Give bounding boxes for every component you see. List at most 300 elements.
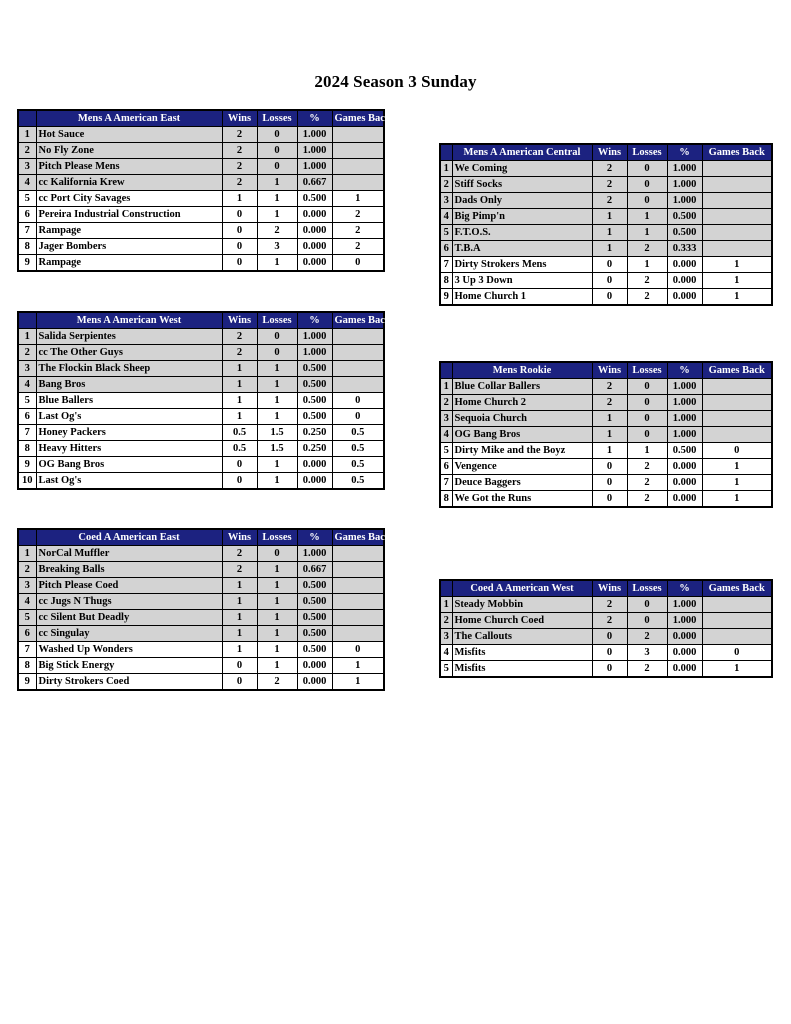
table-row [440, 395, 772, 411]
games-back-cell: 1 [332, 658, 384, 674]
games-back-cell [702, 209, 772, 225]
losses-cell: 0 [257, 546, 297, 562]
pct-cell: 0.500 [297, 594, 332, 610]
header-blank [18, 110, 36, 127]
games-back-cell: 0.5 [332, 425, 384, 441]
table-row [18, 578, 384, 594]
losses-cell: 2 [627, 661, 667, 678]
rank-cell: 6 [18, 409, 36, 425]
losses-cell: 1 [257, 393, 297, 409]
losses-cell: 1 [257, 361, 297, 377]
team-name-cell: Bang Bros [36, 377, 222, 393]
wins-cell: 0.5 [222, 425, 257, 441]
games-back-cell [702, 161, 772, 177]
rank-cell: 2 [440, 177, 452, 193]
losses-cell: 2 [627, 273, 667, 289]
pct-cell: 0.500 [297, 642, 332, 658]
pct-cell: 0.000 [297, 457, 332, 473]
team-name-cell: Pitch Please Coed [36, 578, 222, 594]
games-back-cell [332, 143, 384, 159]
team-name-cell: Dirty Strokers Coed [36, 674, 222, 691]
wins-cell: 1 [222, 191, 257, 207]
pct-cell: 1.000 [297, 329, 332, 345]
header-wins: Wins [222, 312, 257, 329]
header-losses: Losses [257, 110, 297, 127]
header-pct: % [667, 580, 702, 597]
losses-cell: 2 [627, 629, 667, 645]
team-name-cell: Washed Up Wonders [36, 642, 222, 658]
losses-cell: 3 [627, 645, 667, 661]
table-row [18, 191, 384, 207]
games-back-cell [332, 127, 384, 143]
division-name: Coed A American East [36, 529, 222, 546]
table-row [18, 473, 384, 490]
rank-cell: 2 [18, 562, 36, 578]
team-name-cell: Home Church 2 [452, 395, 592, 411]
rank-cell: 5 [440, 443, 452, 459]
rank-cell: 5 [18, 393, 36, 409]
team-name-cell: The Flockin Black Sheep [36, 361, 222, 377]
losses-cell: 1.5 [257, 425, 297, 441]
games-back-cell: 2 [332, 239, 384, 255]
team-name-cell: Pereira Industrial Construction [36, 207, 222, 223]
wins-cell: 1 [222, 642, 257, 658]
header-wins: Wins [592, 362, 627, 379]
pct-cell: 0.000 [667, 273, 702, 289]
rank-cell: 4 [18, 377, 36, 393]
standings-table-mens-rookie [439, 361, 773, 508]
pct-cell: 0.250 [297, 441, 332, 457]
table-row [18, 546, 384, 562]
team-name-cell: Rampage [36, 255, 222, 272]
wins-cell: 0 [592, 661, 627, 678]
header-wins: Wins [222, 529, 257, 546]
wins-cell: 1 [222, 578, 257, 594]
table-row [18, 255, 384, 272]
games-back-cell [702, 411, 772, 427]
table-row [18, 239, 384, 255]
games-back-cell [702, 395, 772, 411]
games-back-cell [702, 225, 772, 241]
division-name: Mens A American West [36, 312, 222, 329]
pct-cell: 0.500 [297, 393, 332, 409]
pct-cell: 1.000 [667, 395, 702, 411]
games-back-cell [332, 594, 384, 610]
table-row [440, 491, 772, 508]
team-name-cell: Blue Ballers [36, 393, 222, 409]
wins-cell: 2 [222, 345, 257, 361]
losses-cell: 1 [257, 191, 297, 207]
pct-cell: 0.000 [297, 239, 332, 255]
header-wins: Wins [592, 580, 627, 597]
pct-cell: 0.000 [297, 674, 332, 691]
standings-table-coed-a-american-west [439, 579, 773, 678]
wins-cell: 1 [222, 610, 257, 626]
table-row [440, 427, 772, 443]
rank-cell: 6 [18, 207, 36, 223]
team-name-cell: Honey Packers [36, 425, 222, 441]
pct-cell: 0.250 [297, 425, 332, 441]
losses-cell: 1 [257, 562, 297, 578]
losses-cell: 0 [627, 427, 667, 443]
wins-cell: 1 [592, 427, 627, 443]
games-back-cell [332, 610, 384, 626]
rank-cell: 1 [18, 329, 36, 345]
pct-cell: 0.500 [667, 209, 702, 225]
table-row [18, 642, 384, 658]
wins-cell: 2 [592, 395, 627, 411]
wins-cell: 0 [222, 207, 257, 223]
losses-cell: 0 [627, 379, 667, 395]
rank-cell: 6 [18, 626, 36, 642]
team-name-cell: Last Og's [36, 409, 222, 425]
losses-cell: 1 [627, 443, 667, 459]
table-row [18, 441, 384, 457]
rank-cell: 8 [440, 273, 452, 289]
wins-cell: 2 [222, 546, 257, 562]
table-row [440, 225, 772, 241]
team-name-cell: Steady Mobbin [452, 597, 592, 613]
losses-cell: 1 [627, 225, 667, 241]
wins-cell: 0 [592, 459, 627, 475]
wins-cell: 1 [222, 626, 257, 642]
rank-cell: 9 [18, 674, 36, 691]
team-name-cell: Deuce Baggers [452, 475, 592, 491]
table-row [18, 143, 384, 159]
header-blank [440, 362, 452, 379]
games-back-cell: 0.5 [332, 457, 384, 473]
header-row [18, 312, 384, 329]
team-name-cell: No Fly Zone [36, 143, 222, 159]
wins-cell: 0 [222, 658, 257, 674]
table-row [440, 597, 772, 613]
rank-cell: 9 [18, 255, 36, 272]
table-row [440, 475, 772, 491]
rank-cell: 3 [440, 411, 452, 427]
pct-cell: 0.000 [297, 255, 332, 272]
pct-cell: 0.000 [667, 629, 702, 645]
wins-cell: 1 [222, 361, 257, 377]
games-back-cell: 1 [702, 491, 772, 508]
table-row [18, 207, 384, 223]
losses-cell: 2 [257, 223, 297, 239]
table-row [18, 562, 384, 578]
wins-cell: 0 [592, 289, 627, 306]
header-blank [18, 312, 36, 329]
header-games-back: Games Back [702, 580, 772, 597]
losses-cell: 1 [257, 658, 297, 674]
games-back-cell: 0 [332, 642, 384, 658]
pct-cell: 0.000 [297, 473, 332, 490]
games-back-cell: 0 [702, 443, 772, 459]
table-row [18, 626, 384, 642]
table-row [440, 209, 772, 225]
games-back-cell [332, 578, 384, 594]
header-blank [18, 529, 36, 546]
losses-cell: 0 [627, 395, 667, 411]
losses-cell: 1 [257, 642, 297, 658]
wins-cell: 1 [592, 225, 627, 241]
header-losses: Losses [627, 362, 667, 379]
header-pct: % [297, 110, 332, 127]
wins-cell: 0 [592, 273, 627, 289]
games-back-cell [702, 379, 772, 395]
standings-table-mens-a-american-west [17, 311, 391, 490]
games-back-cell: 1 [702, 257, 772, 273]
table-row [18, 594, 384, 610]
losses-cell: 0 [627, 411, 667, 427]
header-pct: % [297, 312, 332, 329]
table-row [440, 289, 772, 306]
wins-cell: 2 [592, 161, 627, 177]
losses-cell: 1 [627, 209, 667, 225]
wins-cell: 0 [592, 491, 627, 508]
team-name-cell: cc Singulay [36, 626, 222, 642]
rank-cell: 4 [440, 209, 452, 225]
rank-cell: 3 [18, 361, 36, 377]
pct-cell: 0.333 [667, 241, 702, 257]
rank-cell: 4 [440, 427, 452, 443]
pct-cell: 0.000 [667, 645, 702, 661]
losses-cell: 0 [257, 127, 297, 143]
losses-cell: 1 [257, 457, 297, 473]
table-row [440, 193, 772, 209]
wins-cell: 1 [592, 209, 627, 225]
header-pct: % [667, 362, 702, 379]
pct-cell: 0.667 [297, 175, 332, 191]
wins-cell: 1 [592, 411, 627, 427]
wins-cell: 0 [222, 473, 257, 490]
games-back-cell: 0 [702, 645, 772, 661]
games-back-cell [332, 626, 384, 642]
pct-cell: 1.000 [667, 411, 702, 427]
team-name-cell: cc Jugs N Thugs [36, 594, 222, 610]
rank-cell: 2 [18, 345, 36, 361]
rank-cell: 6 [440, 459, 452, 475]
table-row [18, 223, 384, 239]
games-back-cell [332, 345, 384, 361]
header-pct: % [667, 144, 702, 161]
pct-cell: 1.000 [667, 597, 702, 613]
team-name-cell: Hot Sauce [36, 127, 222, 143]
pct-cell: 0.500 [667, 443, 702, 459]
losses-cell: 1 [257, 626, 297, 642]
games-back-cell: 1 [702, 273, 772, 289]
wins-cell: 2 [222, 143, 257, 159]
games-back-cell [332, 361, 384, 377]
table-row [18, 393, 384, 409]
losses-cell: 1 [257, 578, 297, 594]
team-name-cell: Stiff Socks [452, 177, 592, 193]
header-row [440, 362, 772, 379]
losses-cell: 1 [257, 255, 297, 272]
table-row [440, 241, 772, 257]
rank-cell: 1 [440, 161, 452, 177]
wins-cell: 2 [222, 562, 257, 578]
rank-cell: 4 [18, 594, 36, 610]
pct-cell: 1.000 [667, 177, 702, 193]
header-wins: Wins [222, 110, 257, 127]
pct-cell: 0.500 [667, 225, 702, 241]
wins-cell: 1 [222, 409, 257, 425]
rank-cell: 1 [440, 597, 452, 613]
pct-cell: 0.500 [297, 361, 332, 377]
standings-table-coed-a-american-east [17, 528, 391, 691]
team-name-cell: Rampage [36, 223, 222, 239]
team-name-cell: Pitch Please Mens [36, 159, 222, 175]
table-row [440, 645, 772, 661]
table-row [18, 159, 384, 175]
pct-cell: 0.000 [667, 459, 702, 475]
pct-cell: 1.000 [297, 546, 332, 562]
rank-cell: 5 [440, 225, 452, 241]
pct-cell: 1.000 [667, 161, 702, 177]
wins-cell: 0 [222, 223, 257, 239]
games-back-cell [702, 613, 772, 629]
games-back-cell [332, 159, 384, 175]
table-row [440, 177, 772, 193]
page-title: 2024 Season 3 Sunday [314, 72, 477, 91]
rank-cell: 7 [440, 257, 452, 273]
pct-cell: 1.000 [297, 127, 332, 143]
rank-cell: 1 [18, 546, 36, 562]
wins-cell: 1 [222, 377, 257, 393]
table-row [440, 443, 772, 459]
pct-cell: 1.000 [297, 143, 332, 159]
table-row [18, 361, 384, 377]
wins-cell: 0 [592, 629, 627, 645]
table-row [440, 161, 772, 177]
pct-cell: 1.000 [667, 193, 702, 209]
wins-cell: 0 [592, 645, 627, 661]
division-name: Mens Rookie [452, 362, 592, 379]
rank-cell: 8 [18, 658, 36, 674]
table-row [440, 411, 772, 427]
wins-cell: 2 [222, 127, 257, 143]
losses-cell: 0 [627, 613, 667, 629]
header-row [440, 580, 772, 597]
games-back-cell: 2 [332, 207, 384, 223]
team-name-cell: cc Kalifornia Krew [36, 175, 222, 191]
losses-cell: 0 [627, 193, 667, 209]
table-row [18, 345, 384, 361]
losses-cell: 0 [257, 345, 297, 361]
rank-cell: 7 [18, 642, 36, 658]
table-row [18, 329, 384, 345]
wins-cell: 1 [592, 241, 627, 257]
header-games-back: Games Back [702, 144, 772, 161]
losses-cell: 1 [257, 409, 297, 425]
team-name-cell: cc The Other Guys [36, 345, 222, 361]
team-name-cell: Heavy Hitters [36, 441, 222, 457]
division-name: Mens A American East [36, 110, 222, 127]
team-name-cell: Misfits [452, 661, 592, 678]
losses-cell: 1 [257, 175, 297, 191]
wins-cell: 2 [222, 175, 257, 191]
games-back-cell: 1 [702, 661, 772, 678]
games-back-cell [702, 629, 772, 645]
wins-cell: 0.5 [222, 441, 257, 457]
rank-cell: 3 [440, 629, 452, 645]
losses-cell: 1 [257, 207, 297, 223]
games-back-cell: 0 [332, 409, 384, 425]
table-row [18, 658, 384, 674]
table-row [440, 459, 772, 475]
header-pct: % [297, 529, 332, 546]
pct-cell: 1.000 [297, 159, 332, 175]
games-back-cell [702, 177, 772, 193]
losses-cell: 3 [257, 239, 297, 255]
pct-cell: 0.000 [297, 658, 332, 674]
team-name-cell: Last Og's [36, 473, 222, 490]
games-back-cell: 0 [332, 255, 384, 272]
team-name-cell: Vengence [452, 459, 592, 475]
team-name-cell: Big Pimp'n [452, 209, 592, 225]
games-back-cell: 0.5 [332, 441, 384, 457]
table-row [18, 674, 384, 691]
table-row [18, 175, 384, 191]
team-name-cell: 3 Up 3 Down [452, 273, 592, 289]
losses-cell: 0 [257, 159, 297, 175]
games-back-cell [702, 193, 772, 209]
team-name-cell: NorCal Muffler [36, 546, 222, 562]
header-row [18, 110, 384, 127]
team-name-cell: Jager Bombers [36, 239, 222, 255]
header-games-back: Games Back [332, 312, 384, 329]
pct-cell: 0.000 [297, 223, 332, 239]
header-blank [440, 144, 452, 161]
pct-cell: 0.000 [297, 207, 332, 223]
standings-table-mens-a-american-central [439, 143, 773, 306]
table-row [440, 629, 772, 645]
table-row [18, 425, 384, 441]
losses-cell: 0 [257, 143, 297, 159]
team-name-cell: Big Stick Energy [36, 658, 222, 674]
losses-cell: 2 [257, 674, 297, 691]
games-back-cell [702, 597, 772, 613]
rank-cell: 8 [18, 441, 36, 457]
team-name-cell: cc Silent But Deadly [36, 610, 222, 626]
header-games-back: Games Back [702, 362, 772, 379]
table-row [18, 409, 384, 425]
games-back-cell: 1 [702, 475, 772, 491]
header-losses: Losses [257, 312, 297, 329]
team-name-cell: We Got the Runs [452, 491, 592, 508]
losses-cell: 2 [627, 289, 667, 306]
pct-cell: 0.000 [667, 475, 702, 491]
team-name-cell: T.B.A [452, 241, 592, 257]
pct-cell: 0.000 [667, 661, 702, 678]
pct-cell: 0.500 [297, 377, 332, 393]
losses-cell: 2 [627, 459, 667, 475]
team-name-cell: Dirty Strokers Mens [452, 257, 592, 273]
team-name-cell: Salida Serpientes [36, 329, 222, 345]
wins-cell: 2 [592, 177, 627, 193]
wins-cell: 0 [222, 674, 257, 691]
rank-cell: 8 [18, 239, 36, 255]
pct-cell: 0.500 [297, 578, 332, 594]
wins-cell: 2 [592, 193, 627, 209]
team-name-cell: OG Bang Bros [36, 457, 222, 473]
rank-cell: 5 [440, 661, 452, 678]
rank-cell: 5 [18, 610, 36, 626]
rank-cell: 7 [440, 475, 452, 491]
team-name-cell: Sequoia Church [452, 411, 592, 427]
wins-cell: 2 [592, 613, 627, 629]
rank-cell: 9 [18, 457, 36, 473]
wins-cell: 0 [592, 475, 627, 491]
team-name-cell: The Callouts [452, 629, 592, 645]
